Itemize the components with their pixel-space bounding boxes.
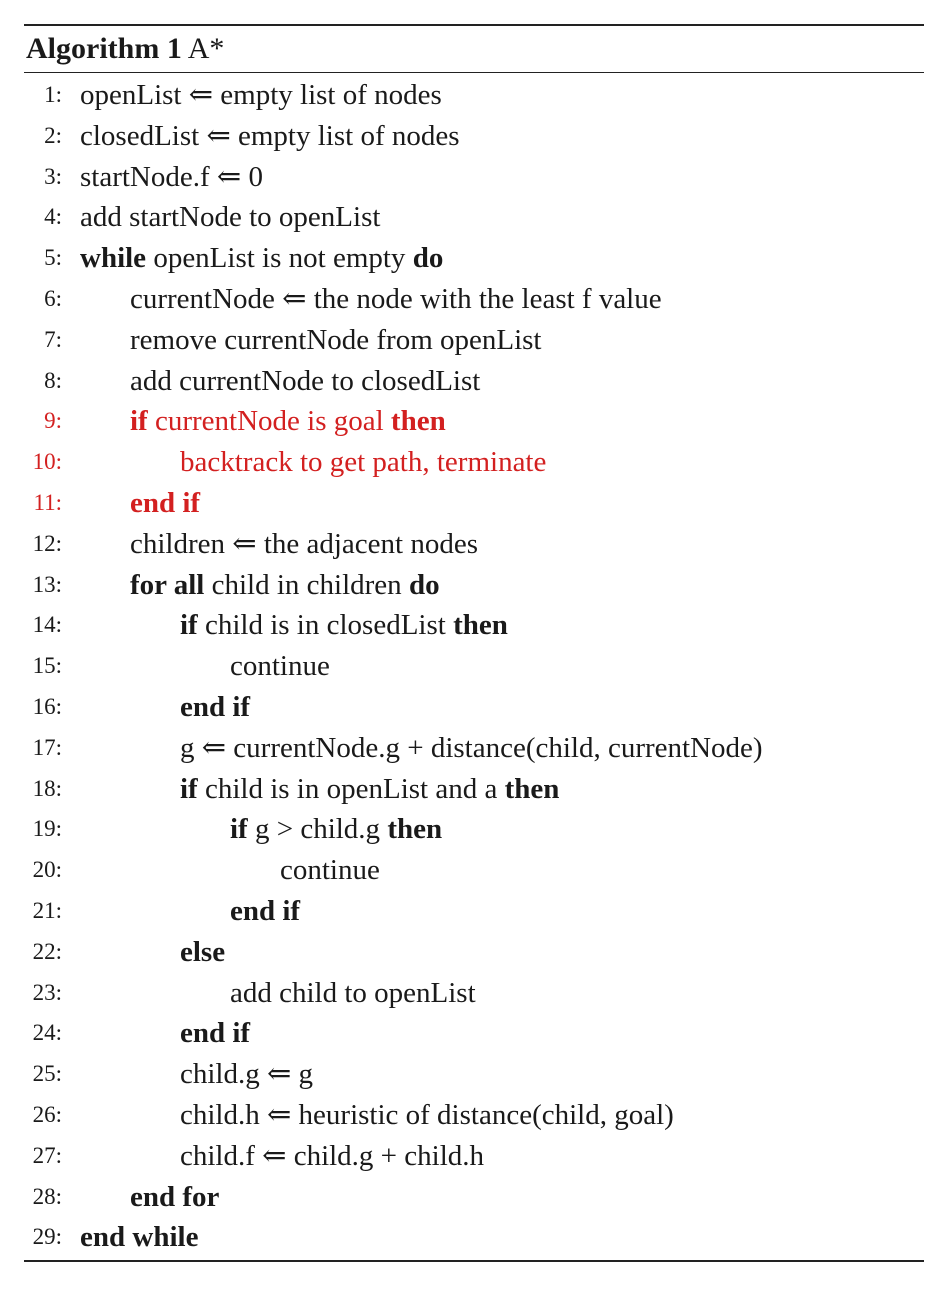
line-number: 19: — [32, 816, 62, 842]
line-code — [80, 157, 263, 198]
line-number: 15: — [32, 653, 62, 679]
line-code — [180, 769, 559, 810]
line-number: 1: — [44, 82, 62, 107]
line-number: 14: — [32, 612, 62, 638]
keyword: end while — [80, 1221, 199, 1254]
code-text: add child to openList — [230, 976, 476, 1009]
keyword: if — [180, 772, 198, 805]
keyword: end if — [180, 1017, 251, 1050]
code-line — [24, 157, 924, 198]
code-line — [24, 1177, 924, 1218]
algorithm-block — [24, 24, 924, 1262]
code-line — [24, 769, 924, 810]
line-code — [130, 524, 478, 565]
keyword: end if — [130, 486, 201, 519]
code-text: closedList ⇐ empty list of nodes — [80, 119, 460, 152]
line-number: 2: — [44, 122, 62, 148]
keyword: do — [408, 568, 440, 601]
code-line — [24, 483, 924, 524]
line-code — [130, 279, 662, 320]
pseudocode-lines — [24, 73, 924, 1258]
line-number: 26: — [32, 1101, 62, 1127]
keyword: end if — [230, 894, 301, 927]
code-text: currentNode ⇐ the node with the least f value — [130, 282, 662, 315]
keyword: end if — [180, 690, 251, 723]
keyword: if — [180, 609, 198, 642]
line-number: 18: — [32, 775, 62, 801]
line-code — [130, 1177, 219, 1218]
line-number: 25: — [32, 1061, 62, 1087]
code-text: g > child.g — [247, 813, 388, 846]
code-text: add startNode to openList — [80, 201, 381, 234]
line-number: 22: — [32, 938, 62, 964]
line-number: 23: — [32, 979, 62, 1005]
code-text: openList ⇐ empty list of nodes — [80, 79, 442, 111]
code-line — [24, 401, 924, 442]
code-line — [24, 605, 924, 646]
keyword: else — [180, 935, 226, 968]
line-number: 6: — [44, 285, 62, 311]
line-number: 11: — [33, 489, 62, 515]
code-line — [24, 1136, 924, 1177]
code-text: add currentNode to closedList — [130, 364, 481, 397]
line-code — [180, 1095, 674, 1136]
code-text: continue — [280, 854, 380, 887]
code-line — [24, 116, 924, 157]
line-number: 29: — [32, 1224, 62, 1250]
code-text: child is in openList and a — [197, 772, 505, 805]
code-text: child.f ⇐ child.g + child.h — [180, 1139, 485, 1172]
code-line — [24, 687, 924, 728]
line-number: 13: — [32, 571, 62, 597]
algorithm-caption — [24, 26, 924, 72]
line-code — [230, 973, 476, 1014]
code-line — [24, 1095, 924, 1136]
keyword: then — [387, 813, 443, 846]
line-number: 17: — [32, 734, 62, 760]
code-line — [24, 442, 924, 483]
line-code — [180, 728, 763, 769]
keyword: for all — [130, 568, 205, 601]
line-code — [130, 401, 446, 442]
code-text: g ⇐ currentNode.g + distance(child, currentNode) — [180, 731, 763, 764]
keyword: do — [412, 242, 444, 275]
line-code — [80, 1217, 198, 1258]
keyword: end for — [130, 1180, 220, 1213]
line-number: 8: — [44, 367, 62, 393]
code-line — [24, 850, 924, 891]
line-code — [130, 320, 542, 361]
code-text: child.g ⇐ g — [180, 1058, 314, 1091]
line-number: 7: — [44, 326, 62, 352]
keyword: if — [130, 405, 148, 438]
code-line — [24, 524, 924, 565]
code-line — [24, 1217, 924, 1258]
keyword: then — [453, 609, 508, 642]
line-number: 27: — [32, 1142, 62, 1168]
code-line — [24, 646, 924, 687]
line-number: 21: — [32, 897, 62, 923]
code-line — [24, 238, 924, 279]
code-text: child.h ⇐ heuristic of distance(child, goal) — [180, 1098, 674, 1131]
line-code — [180, 687, 250, 728]
code-text: openList is not empty — [146, 242, 413, 275]
code-line — [24, 973, 924, 1014]
line-code — [130, 361, 480, 402]
line-number: 16: — [32, 693, 62, 719]
code-text: children ⇐ the adjacent nodes — [130, 527, 478, 560]
line-code — [180, 1136, 484, 1177]
line-number: 5: — [44, 245, 62, 271]
line-code — [280, 850, 380, 891]
code-line — [24, 279, 924, 320]
line-code — [230, 646, 330, 687]
code-line — [24, 565, 924, 606]
code-text: continue — [230, 650, 330, 683]
keyword: then — [390, 405, 446, 438]
code-text: backtrack to get path, terminate — [180, 446, 547, 479]
line-number: 10: — [32, 449, 62, 475]
line-code — [180, 1054, 313, 1095]
line-code — [80, 238, 443, 279]
code-line — [24, 891, 924, 932]
line-code — [180, 605, 508, 646]
line-number: 28: — [32, 1183, 62, 1209]
line-code — [180, 442, 546, 483]
line-number: 20: — [32, 857, 62, 883]
bottom-rule — [24, 1260, 924, 1262]
keyword: if — [230, 813, 248, 846]
code-line — [24, 361, 924, 402]
line-code — [80, 197, 380, 238]
line-code — [80, 75, 442, 116]
line-code — [130, 483, 200, 524]
line-number: 9: — [44, 408, 62, 434]
code-text: currentNode is goal — [147, 405, 391, 438]
line-code — [130, 565, 440, 606]
code-line — [24, 932, 924, 973]
code-line — [24, 1054, 924, 1095]
code-line — [24, 809, 924, 850]
line-code — [180, 1013, 250, 1054]
code-line — [24, 75, 924, 116]
keyword: while — [80, 242, 147, 275]
line-code — [230, 809, 442, 850]
code-text: startNode.f ⇐ 0 — [80, 160, 263, 193]
line-number: 3: — [44, 163, 62, 189]
code-text: remove currentNode from openList — [130, 323, 542, 356]
line-number: 4: — [44, 204, 62, 230]
code-line — [24, 320, 924, 361]
code-line — [24, 728, 924, 769]
keyword: then — [504, 772, 560, 805]
code-line — [24, 1013, 924, 1054]
code-text: child is in closedList — [197, 609, 454, 642]
line-number: 12: — [32, 530, 62, 556]
code-line — [24, 197, 924, 238]
line-code — [180, 932, 225, 973]
algorithm-name: A* — [187, 32, 225, 65]
line-code — [80, 116, 460, 157]
line-number: 24: — [32, 1020, 62, 1046]
line-code — [230, 891, 300, 932]
algorithm-label: Algorithm 1 — [26, 32, 182, 65]
code-text: child in children — [204, 568, 409, 601]
